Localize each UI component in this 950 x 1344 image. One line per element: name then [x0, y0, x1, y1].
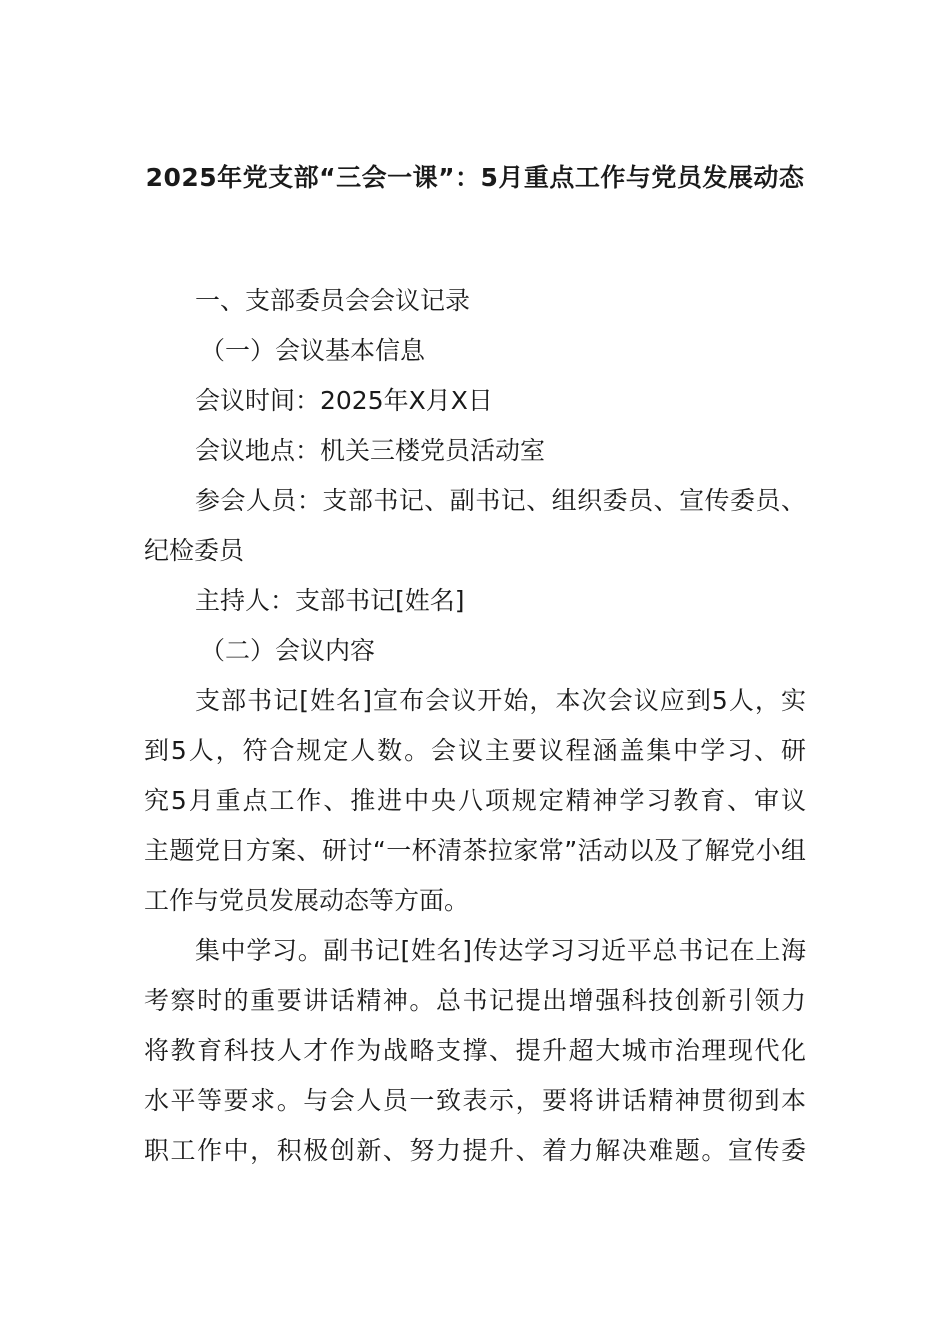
paragraph-line: 支部书记[姓名]宣布会议开始，本次会议应到5人，实	[195, 686, 806, 715]
paragraph-line: 水平等要求。与会人员一致表示，要将讲话精神贯彻到本	[144, 1086, 806, 1115]
meeting-attendees: 参会人员：支部书记、副书记、组织委员、宣传委员、	[195, 486, 806, 515]
paragraph-line: 职工作中，积极创新、努力提升、着力解决难题。宣传委	[144, 1136, 806, 1165]
document-title: 2025年党支部“三会一课”：5月重点工作与党员发展动态	[145, 163, 805, 192]
paragraph-line: 主题党日方案、研讨“一杯清茶拉家常”活动以及了解党小组	[144, 836, 806, 865]
meeting-attendees-cont: 纪检委员	[144, 536, 245, 565]
paragraph-line: 到5人，符合规定人数。会议主要议程涵盖集中学习、研	[144, 736, 806, 765]
subsection-heading: （二）会议内容	[200, 636, 376, 665]
paragraph-line: 将教育科技人才作为战略支撑、提升超大城市治理现代化	[144, 1036, 806, 1065]
paragraph-line: 究5月重点工作、推进中央八项规定精神学习教育、审议	[144, 786, 806, 815]
section-heading: 一、支部委员会会议记录	[195, 286, 471, 315]
meeting-time: 会议时间：2025年X月X日	[195, 386, 493, 415]
subsection-heading: （一）会议基本信息	[200, 336, 426, 365]
meeting-host: 主持人：支部书记[姓名]	[195, 586, 465, 615]
paragraph-line: 考察时的重要讲话精神。总书记提出增强科技创新引领力	[144, 986, 806, 1015]
meeting-place: 会议地点：机关三楼党员活动室	[195, 436, 546, 465]
paragraph-line: 集中学习。副书记[姓名]传达学习习近平总书记在上海	[195, 936, 806, 965]
paragraph-line: 工作与党员发展动态等方面。	[144, 886, 470, 915]
